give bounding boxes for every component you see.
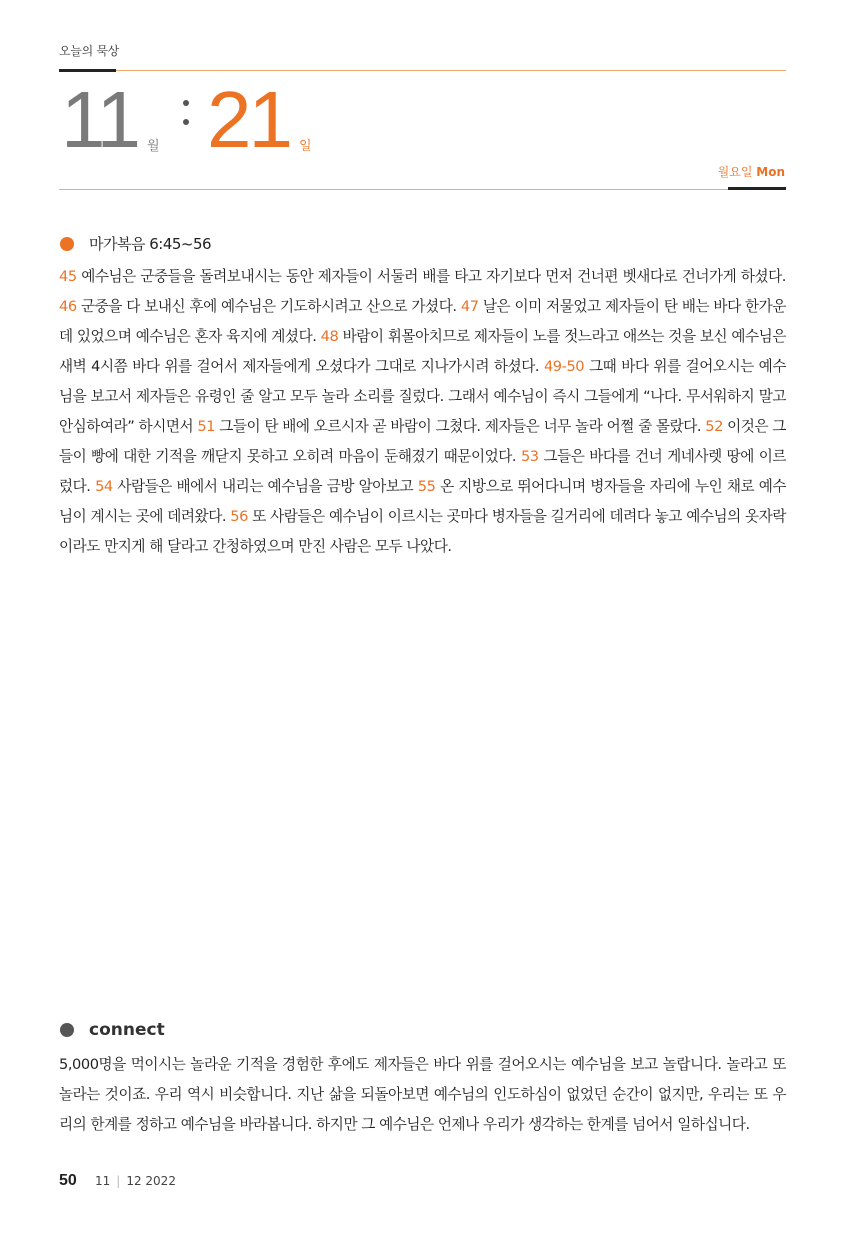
issue-month: 11 (95, 1174, 111, 1188)
month-unit: 월 (147, 139, 160, 154)
verse-text: 그들은 바다를 건너 게네사렛 땅에 이르렀다. (59, 448, 786, 495)
header-divider (59, 189, 729, 190)
verse-text: 예수님은 군중들을 돌려보내시는 동안 제자들이 서둘러 배를 타고 자기보다 먼저 건너편 벳새다로 건너가게 하셨다. (81, 268, 786, 285)
verse-text: 그때 바다 위를 걸어오시는 예수님을 보고서 제자들은 유령인 줄 알고 모두 놀라 소리를 질렀다. 그래서 예수님이 즉시 그들에게 “나다. 무서워하지 말고 안심하여라” 하시면서 (59, 358, 786, 435)
bullet-icon (60, 237, 74, 251)
separator: | (116, 1174, 121, 1188)
verse-text: 날은 이미 저물었고 제자들이 탄 배는 바다 한가운데 있었으며 예수님은 혼자 육지에 계셨다. (59, 298, 786, 345)
verse-number: 48 (320, 328, 339, 345)
weekday (718, 163, 785, 180)
verse-text: 이것은 그들이 빵에 대한 기적을 깨닫지 못하고 오히려 마음이 둔해졌기 때문이었다. (59, 418, 786, 465)
top-divider (116, 70, 786, 71)
weekday-underline (728, 187, 786, 190)
verse-text: 온 지방으로 뛰어다니며 병자들을 자리에 누인 채로 예수님이 계시는 곳에 데려왔다. (59, 478, 787, 525)
day-unit: 일 (299, 139, 312, 154)
scripture-reference: 마가복음 6:45~56 (89, 235, 212, 253)
verse-text: 군중을 다 보내신 후에 예수님은 기도하시려고 산으로 가셨다. (80, 298, 457, 315)
verse-number: 56 (230, 508, 248, 525)
verse-text: 사람들은 배에서 내리는 예수님을 금방 알아보고 (117, 478, 414, 495)
bullet-icon (60, 1023, 74, 1037)
verse-number: 49-50 (543, 358, 585, 375)
verse-number: 55 (417, 478, 436, 495)
page-number: 50 (59, 1172, 77, 1189)
verse-text: 바람이 휘몰아치므로 제자들이 노를 젓느라고 애쓰는 것을 보신 예수님은 새벽 4시쯤 바다 위를 걸어서 제자들에게 오셨다가 그대로 지나가시려 하셨다. (59, 328, 786, 375)
connect-heading (60, 1020, 165, 1040)
scripture-heading (60, 233, 211, 254)
verse-number: 52 (705, 418, 723, 435)
verse-number: 51 (197, 418, 216, 435)
header-underline (59, 69, 116, 72)
verse-text: 또 사람들은 예수님이 이르시는 곳마다 병자들을 길거리에 데려다 놓고 예수님의 옷자락이라도 만지게 해 달라고 간청하였으며 만진 사람은 모두 나았다. (59, 508, 786, 555)
section-label: 오늘의 묵상 (59, 44, 119, 58)
weekday-ko: 월요일 (717, 165, 753, 179)
weekday-en: Mon (756, 165, 785, 179)
date-colon (183, 100, 189, 138)
scripture-text (59, 262, 786, 562)
verse-number: 54 (95, 478, 113, 495)
issue-date: 12 2022 (126, 1174, 176, 1188)
connect-title: connect (89, 1020, 165, 1040)
month-number: 11 (61, 75, 139, 164)
connect-text: 5,000명을 먹이시는 놀라운 기적을 경험한 후에도 제자들은 바다 위를 걸어오시는 예수님을 보고 놀랍니다. 놀라고 또 놀라는 것이죠. 우리 역시 비슷합니다. 지난 삶을 되돌아보면 예수님의 인도하심이 없었던 순간이 없지만, 우리는 또 우리의 한계를 정하고 예수님을 바라봅니다. 하지만 그 예수님은 언제나 우리가 생각하는 한계를 넘어서 일하십니다. (59, 1056, 786, 1133)
verse-number: 46 (59, 298, 77, 315)
verse-number: 45 (59, 268, 77, 285)
verse-text: 그들이 탄 배에 오르시자 곧 바람이 그쳤다. 제자들은 너무 놀라 어쩔 줄 몰랐다. (219, 418, 702, 435)
day-number: 21 (207, 75, 290, 164)
issue-info (95, 1174, 176, 1188)
verse-number: 47 (460, 298, 479, 315)
verse-number: 53 (520, 448, 539, 465)
